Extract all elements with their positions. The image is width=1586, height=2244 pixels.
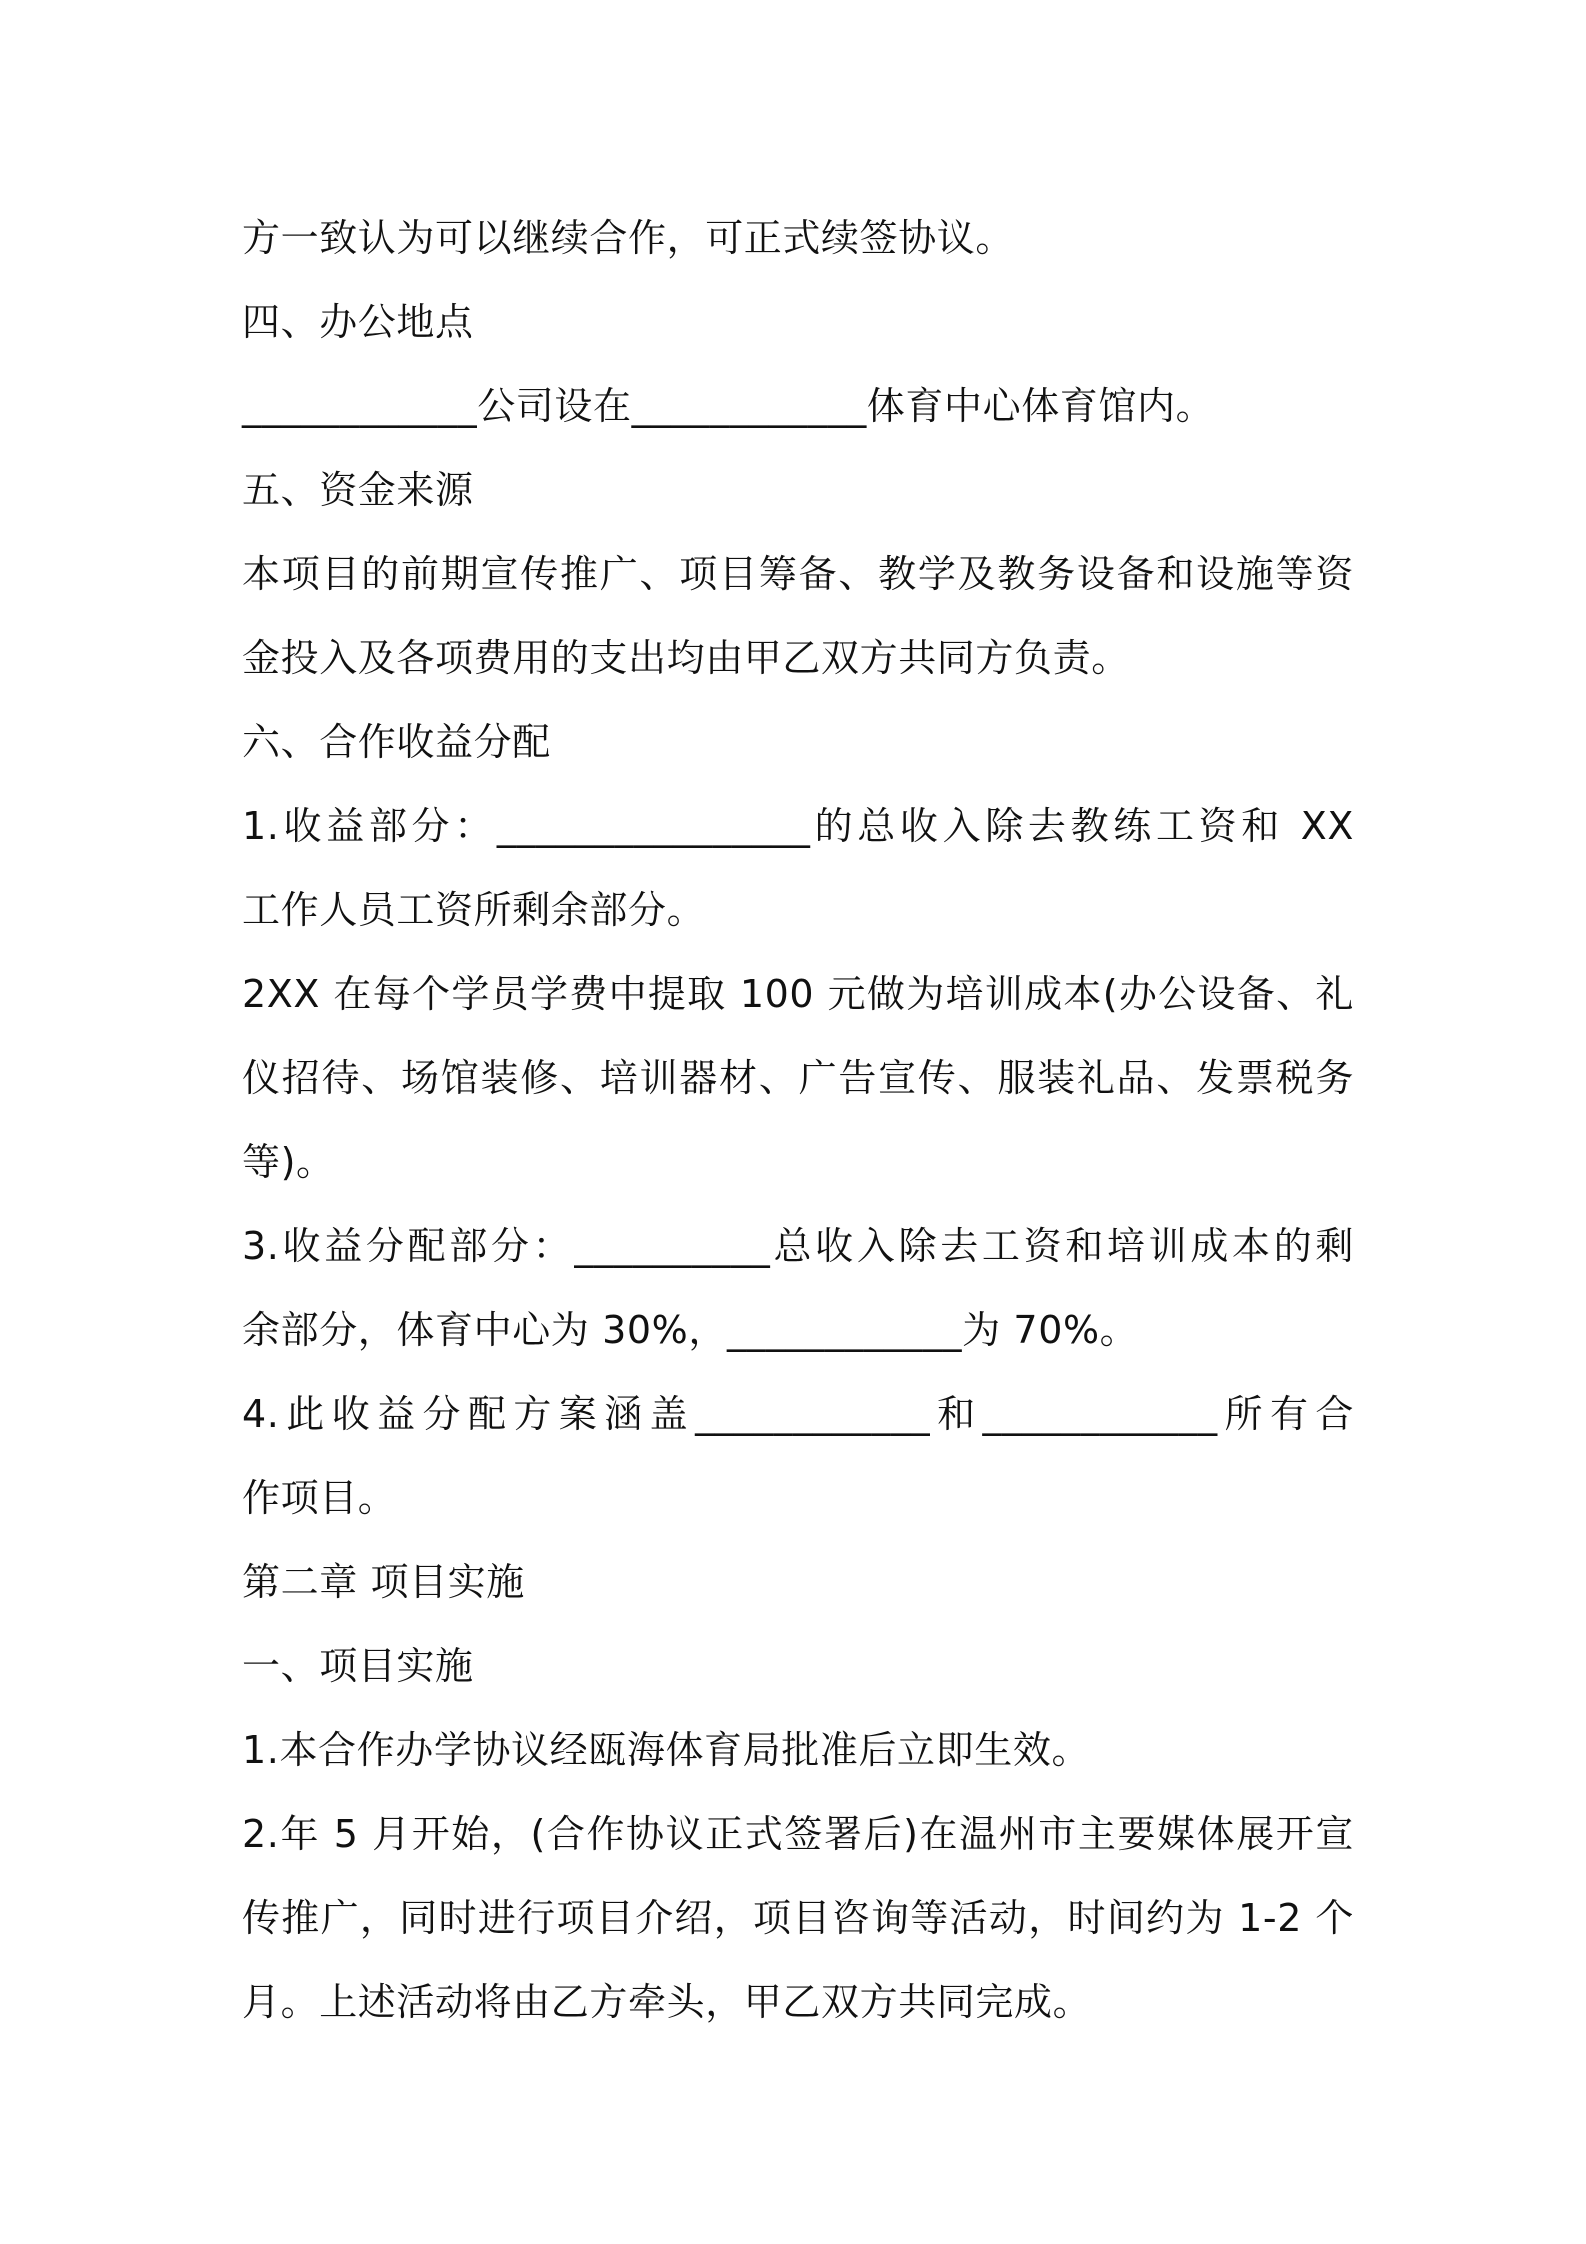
document-body bbox=[242, 196, 1354, 2044]
paragraph-line: 1.本合作办学协议经瓯海体育局批准后立即生效。 bbox=[242, 1728, 1091, 1772]
paragraph-line: ____________公司设在____________体育中心体育馆内。 bbox=[242, 384, 1215, 428]
paragraph-line: 1.收益部分：________________的总收入除去教练工资和 XX bbox=[242, 804, 1354, 848]
paragraph-line: 等)。 bbox=[242, 1140, 335, 1184]
paragraph-line: 金投入及各项费用的支出均由甲乙双方共同方负责。 bbox=[242, 636, 1130, 680]
paragraph-line: 4.此收益分配方案涵盖____________和____________所有合 bbox=[242, 1392, 1354, 1436]
section-heading-project-implementation: 一、项目实施 bbox=[242, 1644, 474, 1688]
paragraph-line: 月。上述活动将由乙方牵头，甲乙双方共同完成。 bbox=[242, 1980, 1092, 2024]
section-heading-funding-source: 五、资金来源 bbox=[242, 468, 474, 512]
paragraph-line: 2XX 在每个学员学费中提取 100 元做为培训成本(办公设备、礼 bbox=[242, 972, 1354, 1016]
paragraph-line: 余部分，体育中心为 30%，____________为 70%。 bbox=[242, 1308, 1139, 1352]
paragraph-line: 工作人员工资所剩余部分。 bbox=[242, 888, 706, 932]
paragraph-line: 方一致认为可以继续合作，可正式续签协议。 bbox=[242, 216, 1015, 260]
section-heading-office-location: 四、办公地点 bbox=[242, 300, 474, 344]
paragraph-line: 3.收益分配部分：__________总收入除去工资和培训成本的剩 bbox=[242, 1224, 1354, 1268]
paragraph-line: 作项目。 bbox=[242, 1476, 397, 1520]
paragraph-line: 传推广，同时进行项目介绍，项目咨询等活动，时间约为 1-2 个 bbox=[242, 1896, 1354, 1940]
section-heading-revenue-distribution: 六、合作收益分配 bbox=[242, 720, 551, 764]
chapter-heading: 第二章 项目实施 bbox=[242, 1560, 525, 1604]
paragraph-line: 仪招待、场馆装修、培训器材、广告宣传、服装礼品、发票税务 bbox=[242, 1056, 1354, 1100]
paragraph-line: 2.年 5 月开始，(合作协议正式签署后)在温州市主要媒体展开宣 bbox=[242, 1812, 1354, 1856]
paragraph-line: 本项目的前期宣传推广、项目筹备、教学及教务设备和设施等资 bbox=[242, 552, 1354, 596]
